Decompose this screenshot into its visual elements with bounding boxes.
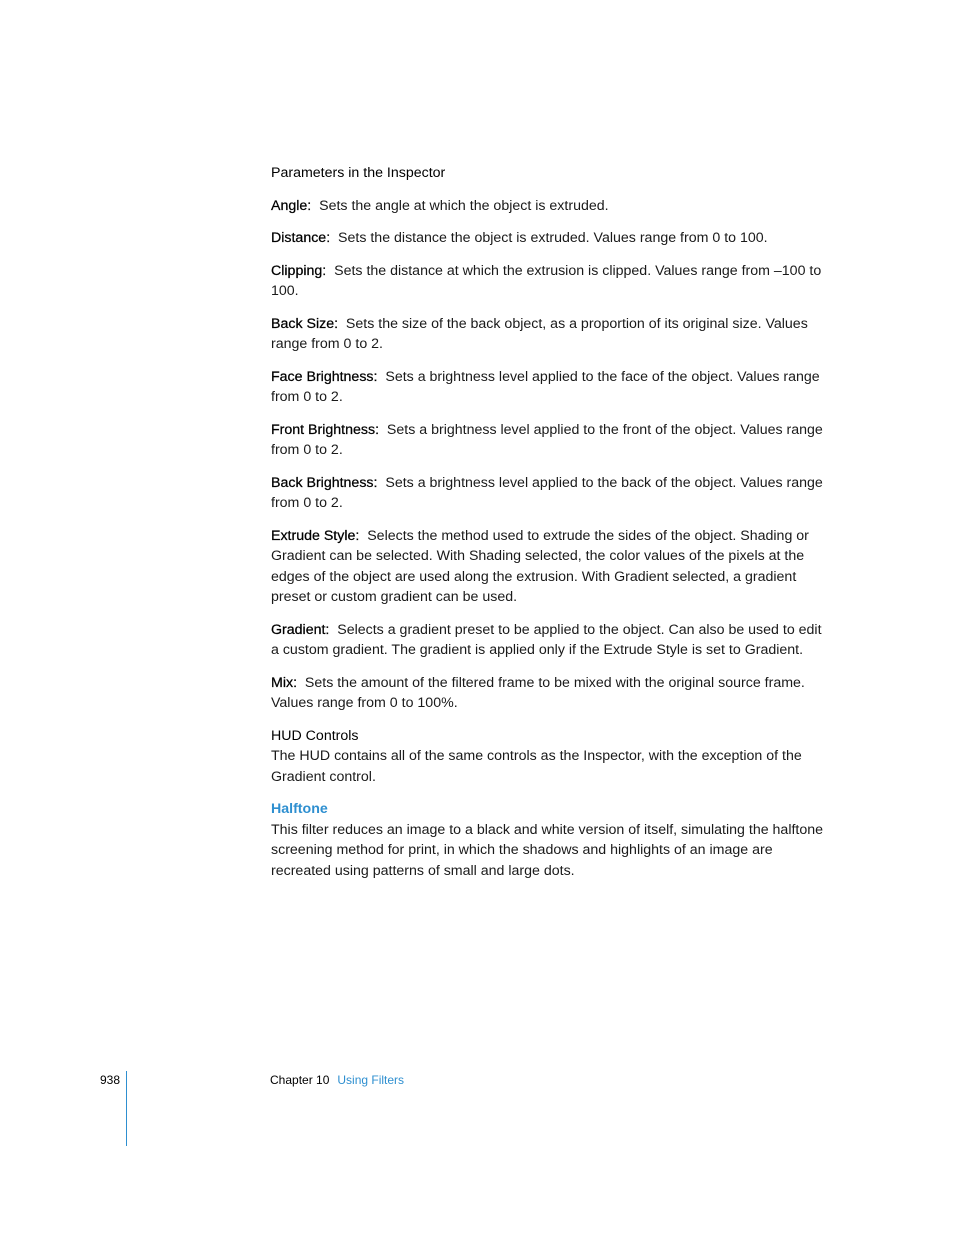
param-term: Clipping: — [271, 262, 327, 279]
param-back-brightness — [271, 473, 826, 514]
param-term: Gradient: — [271, 621, 330, 638]
param-description: Sets the amount of the filtered frame to be mixed with the original source frame. Values range from 0 to 100%. — [271, 674, 805, 711]
param-gradient — [271, 620, 826, 661]
param-extrude-style — [271, 526, 826, 608]
param-description: Sets a brightness level applied to the front of the object. Values range from 0 to 2. — [271, 421, 823, 458]
param-description: Sets a brightness level applied to the back of the object. Values range from 0 to 2. — [271, 474, 823, 511]
param-term: Front Brightness: — [271, 421, 380, 438]
param-mix — [271, 673, 826, 714]
param-front-brightness — [271, 420, 826, 461]
inspector-heading: Parameters in the Inspector — [271, 165, 446, 181]
param-distance — [271, 228, 826, 249]
hud-text: The HUD contains all of the same controls as the Inspector, with the exception of the Gradient control. — [271, 748, 802, 785]
param-term: Back Size: — [271, 315, 339, 332]
param-term: Mix: — [271, 674, 298, 691]
param-description: Selects the method used to extrude the sides of the object. Shading or Gradient can be selected. With Shading selected, the color values of the pixels at the edges of the object are used along the extrusion. With Gradient selected, a gradient preset or custom gradient can be used. — [271, 527, 809, 605]
param-description: Sets the size of the back object, as a proportion of its original size. Values range from 0 to 2. — [271, 315, 808, 352]
param-face-brightness — [271, 367, 826, 408]
param-description: Sets the distance at which the extrusion is clipped. Values range from –100 to 100. — [271, 262, 822, 299]
footer-chapter — [270, 1073, 404, 1087]
page-body — [271, 163, 826, 893]
chapter-title-link[interactable]: Using Filters — [337, 1073, 405, 1087]
param-description: Sets the angle at which the object is extruded. — [319, 197, 609, 214]
page-number: 938 — [99, 1073, 120, 1087]
param-term: Back Brightness: — [271, 474, 378, 491]
param-description: Sets a brightness level applied to the face of the object. Values range from 0 to 2. — [271, 368, 820, 405]
param-term: Extrude Style: — [271, 527, 360, 544]
chapter-label: Chapter 10 — [270, 1073, 330, 1087]
param-description: Sets the distance the object is extruded. Values range from 0 to 100. — [338, 230, 768, 246]
param-term: Face Brightness: — [271, 368, 378, 385]
param-clipping — [271, 261, 826, 302]
halftone-heading: Halftone — [271, 801, 328, 817]
param-back-size — [271, 314, 826, 355]
footer-divider — [126, 1071, 127, 1146]
param-term: Distance: — [271, 230, 331, 246]
param-term: Angle: — [271, 197, 312, 214]
param-angle — [271, 196, 826, 217]
param-description: Selects a gradient preset to be applied to the object. Can also be used to edit a custom gradient. The gradient is applied only if the Extrude Style is set to Gradient. — [271, 621, 822, 658]
halftone-text: This filter reduces an image to a black and white version of itself, simulating the halftone screening method for print, in which the shadows and highlights of an image are recreated using patterns of small and large dots. — [271, 821, 824, 879]
hud-heading: HUD Controls — [271, 727, 359, 744]
